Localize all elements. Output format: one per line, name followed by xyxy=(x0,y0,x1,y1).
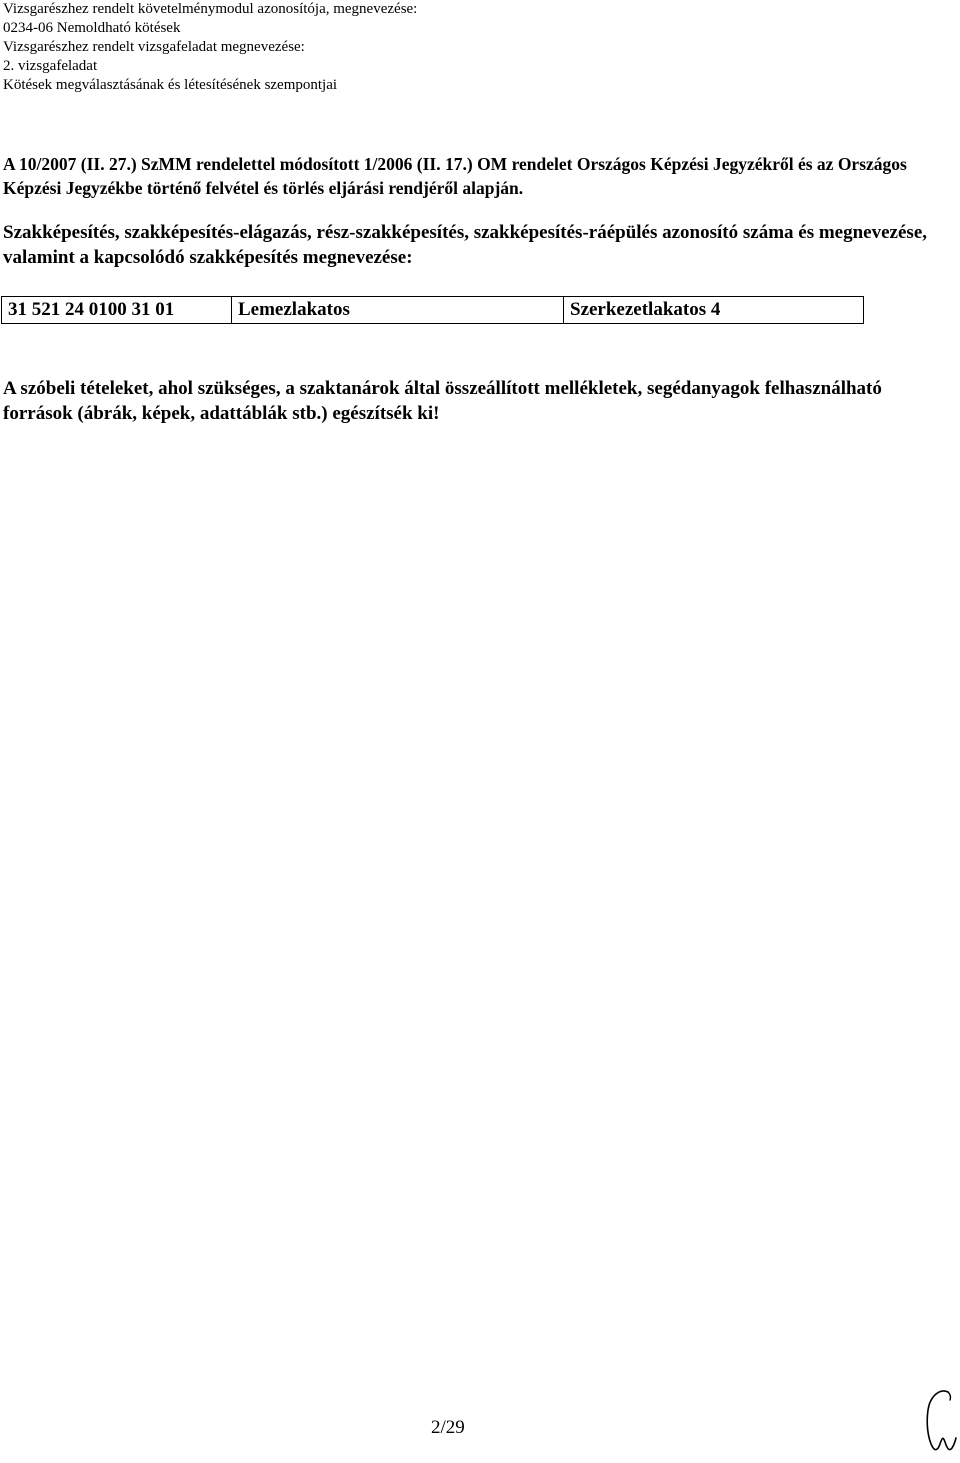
handwritten-signature-icon xyxy=(918,1386,958,1458)
exam-header xyxy=(3,0,903,95)
module-name: 0234-06 Nemoldható kötések xyxy=(3,20,181,36)
oral-exam-note-paragraph: A szóbeli tételeket, ahol szükséges, a szaktanárok által összeállított mellékletek, segédanyagok felhasználható források (ábrák, képek, adattáblák stb.) egészítsék ki! xyxy=(3,378,882,424)
task-number: 2. vizsgafeladat xyxy=(3,58,98,74)
related-qualification-cell: Szerkezetlakatos 4 xyxy=(564,297,864,324)
qualification-name-cell: Lemezlakatos xyxy=(232,297,564,324)
task-label: Vizsgarészhez rendelt vizsgafeladat megnevezése: xyxy=(3,39,305,55)
task-title: Kötések megválasztásának és létesítésének szempontjai xyxy=(3,77,338,93)
qualification-intro-paragraph: Szakképesítés, szakképesítés-elágazás, rész-szakképesítés, szakképesítés-ráépülés azonosító száma és megnevezése, valamint a kapcsolódó szakképesítés megnevezése: xyxy=(3,222,927,268)
page-number: 2/29 xyxy=(431,1417,465,1438)
module-label: Vizsgarészhez rendelt követelménymodul azonosítója, megnevezése: xyxy=(3,1,418,17)
qualification-table xyxy=(1,296,864,324)
qualification-code-cell: 31 521 24 0100 31 01 xyxy=(2,297,232,324)
legal-basis-paragraph: A 10/2007 (II. 27.) SzMM rendelettel módosított 1/2006 (II. 17.) OM rendelet Országos Képzési Jegyzékről és az Országos Képzési Jegyzékbe történő felvétel és törlés eljárási rendjéről alapján. xyxy=(3,154,907,198)
table-row xyxy=(2,297,864,324)
